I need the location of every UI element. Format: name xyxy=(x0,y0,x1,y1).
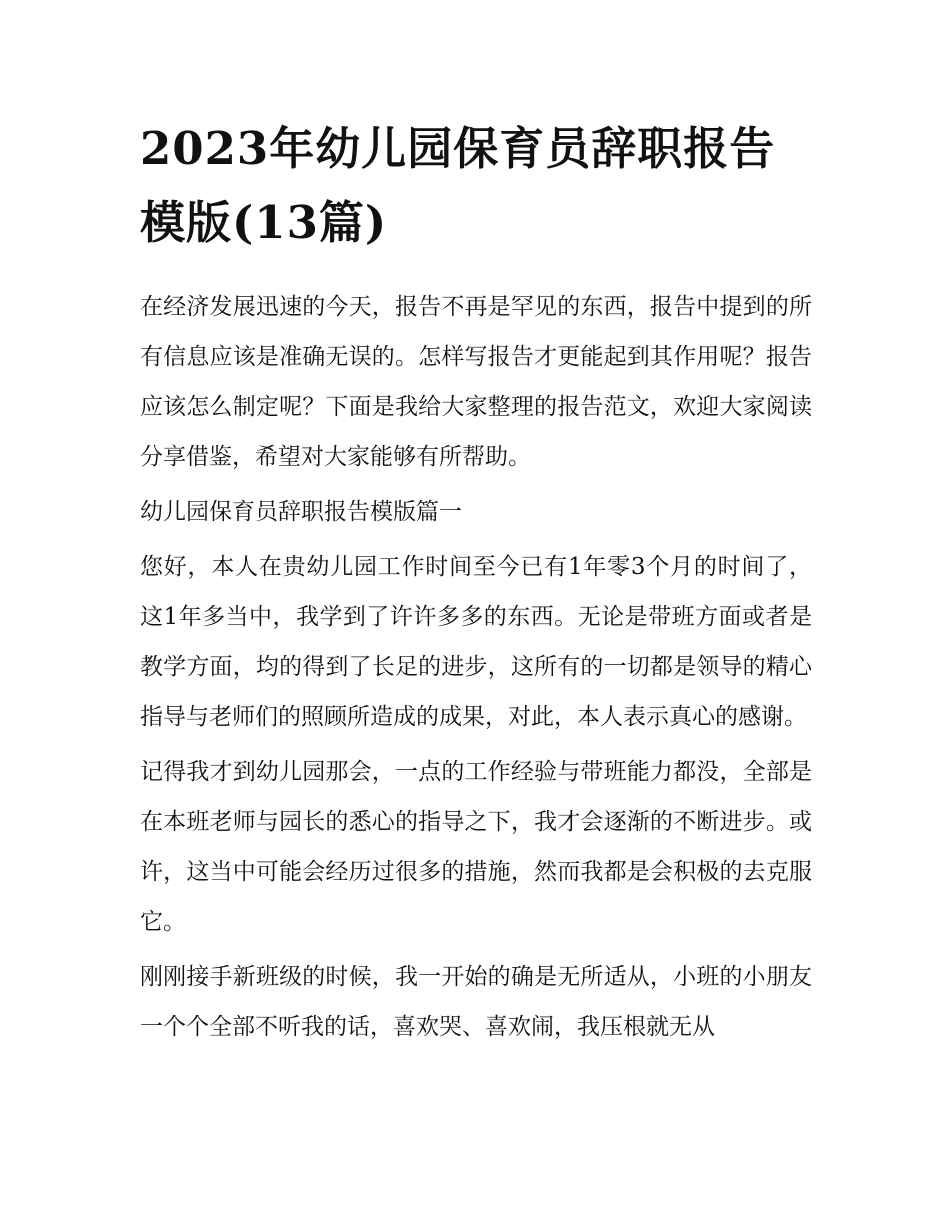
body-paragraph-3: 刚刚接手新班级的时候，我一开始的确是无所适从，小班的小朋友一个个全部不听我的话，喜欢哭、喜欢闹，我压根就无从 xyxy=(140,964,812,1040)
body-paragraph-2: 记得我才到幼儿园那会，一点的工作经验与带班能力都没，全部是在本班老师与园长的悉心的指导之下，我才会逐渐的不断进步。或许，这当中可能会经历过很多的措施，然而我都是会积极的去克服它。 xyxy=(140,759,812,935)
document-page xyxy=(140,112,812,1057)
body-paragraph-1: 您好，本人在贵幼儿园工作时间至今已有1年零3个月的时间了，这1年多当中，我学到了许许多多的东西。无论是带班方面或者是教学方面，均的得到了长足的进步，这所有的一切都是领导的精心指导与老师们的照顾所造成的成果，对此，本人表示真心的感谢。 xyxy=(140,554,812,730)
section-heading: 幼儿园保育员辞职报告模版篇一 xyxy=(140,499,462,525)
document-title: 2023年幼儿园保育员辞职报告模版(13篇) xyxy=(140,122,776,249)
intro-paragraph: 在经济发展迅速的今天，报告不再是罕见的东西，报告中提到的所有信息应该是准确无误的。怎样写报告才更能起到其作用呢？报告应该怎么制定呢？下面是我给大家整理的报告范文，欢迎大家阅读分享借鉴，希望对大家能够有所帮助。 xyxy=(140,294,812,470)
